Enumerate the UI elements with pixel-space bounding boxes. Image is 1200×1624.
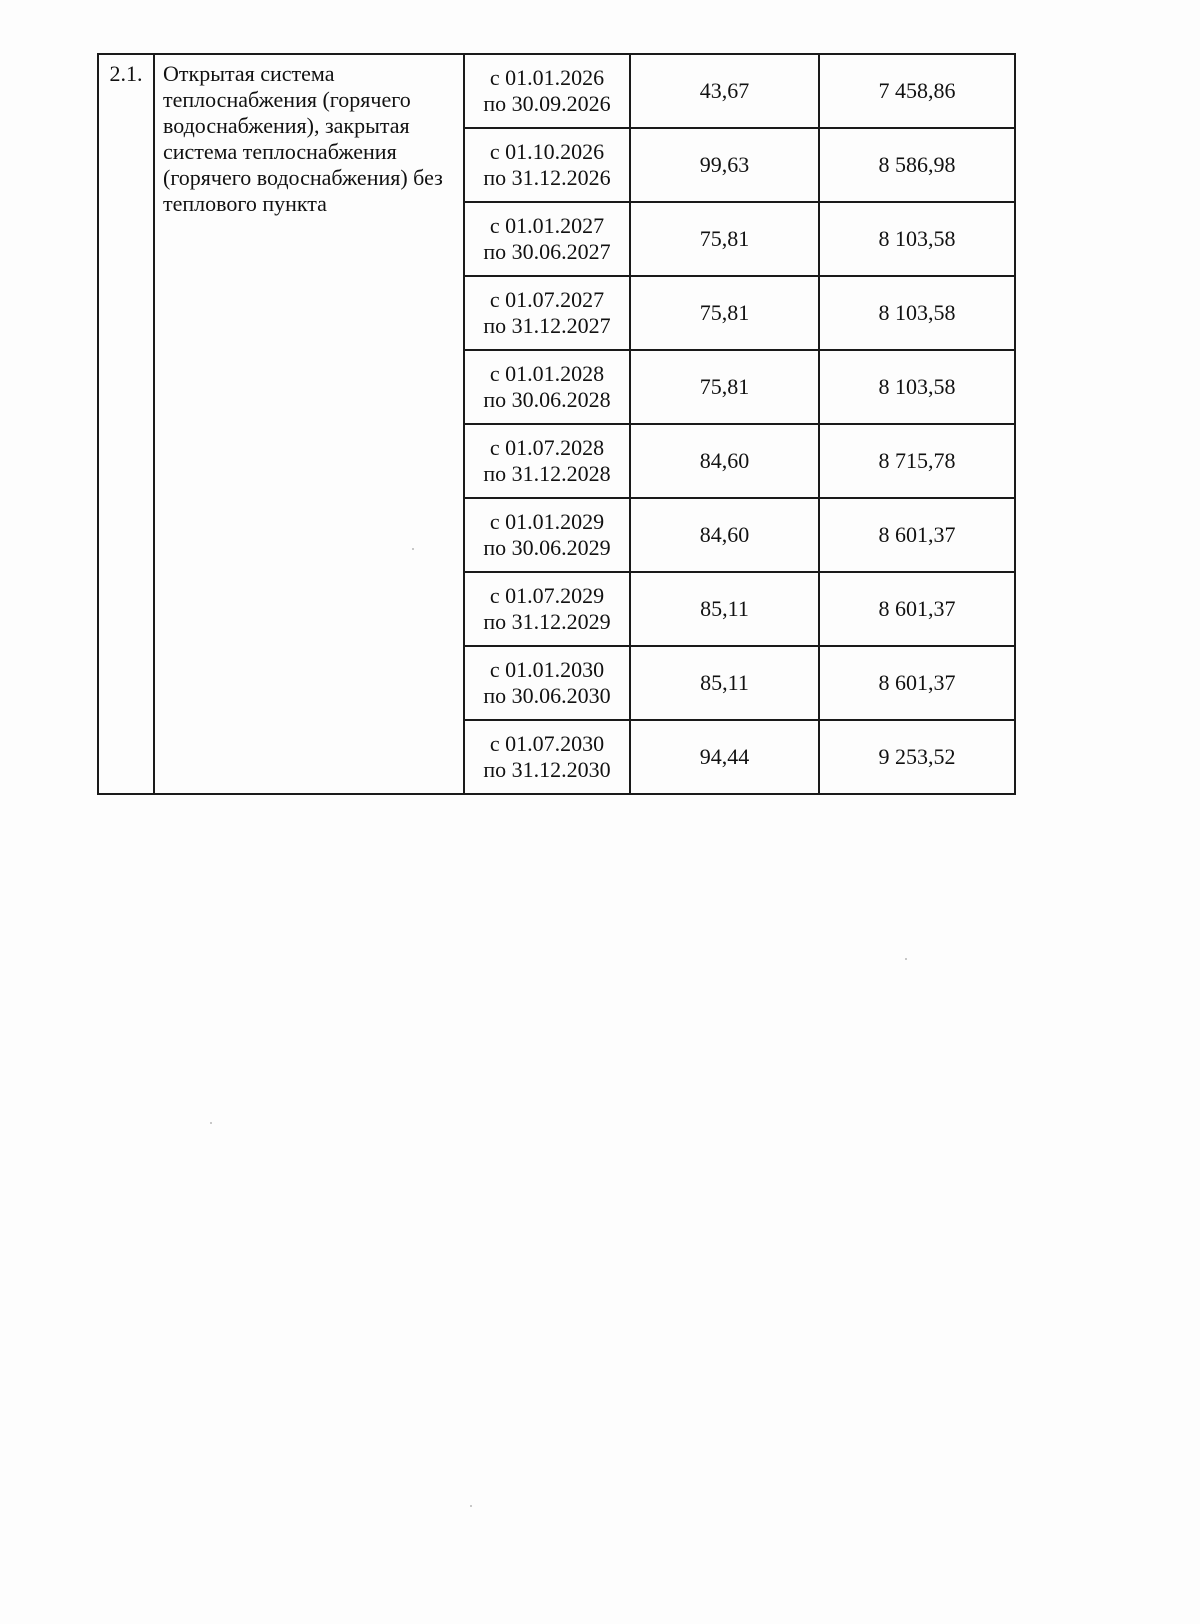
period-cell xyxy=(464,498,630,572)
scan-speck xyxy=(210,1122,212,1124)
period-cell xyxy=(464,646,630,720)
value2-cell xyxy=(819,498,1015,572)
period-to: по 31.12.2026 xyxy=(483,165,611,190)
period-to: по 30.09.2026 xyxy=(483,91,611,116)
period-from: с 01.01.2029 xyxy=(489,509,605,534)
value1-cell xyxy=(630,646,819,720)
period-to: по 31.12.2027 xyxy=(483,313,611,338)
value2: 8 601,37 xyxy=(878,670,956,695)
period-cell xyxy=(464,128,630,202)
value2: 8 601,37 xyxy=(878,522,956,547)
period-to: по 30.06.2027 xyxy=(483,239,611,264)
value1-cell xyxy=(630,350,819,424)
value2-cell xyxy=(819,572,1015,646)
value2-cell xyxy=(819,54,1015,128)
value2-cell xyxy=(819,720,1015,794)
value1: 75,81 xyxy=(699,374,750,399)
value1: 94,44 xyxy=(699,744,750,769)
value2-cell xyxy=(819,646,1015,720)
value1-cell xyxy=(630,572,819,646)
value2: 7 458,86 xyxy=(878,78,956,103)
value2: 8 601,37 xyxy=(878,596,956,621)
period-from: с 01.07.2029 xyxy=(489,583,605,608)
value1-cell xyxy=(630,498,819,572)
period-to: по 30.06.2030 xyxy=(483,683,611,708)
period-to: по 30.06.2029 xyxy=(483,535,611,560)
value2: 8 103,58 xyxy=(878,374,956,399)
period-from: с 01.01.2030 xyxy=(489,657,605,682)
value2: 8 715,78 xyxy=(878,448,956,473)
value2: 8 103,58 xyxy=(878,300,956,325)
period-cell xyxy=(464,202,630,276)
value1: 85,11 xyxy=(700,596,749,621)
value2: 8 103,58 xyxy=(878,226,956,251)
value2-cell xyxy=(819,424,1015,498)
value1: 85,11 xyxy=(700,670,749,695)
scan-speck xyxy=(412,548,414,550)
period-from: с 01.01.2026 xyxy=(489,65,605,90)
item-number: 2.1. xyxy=(109,61,143,86)
value1: 75,81 xyxy=(699,226,750,251)
period-cell xyxy=(464,276,630,350)
value1: 43,67 xyxy=(699,78,750,103)
period-to: по 31.12.2030 xyxy=(483,757,611,782)
scan-speck xyxy=(470,1505,472,1507)
item-number-cell xyxy=(98,54,154,794)
value1-cell xyxy=(630,202,819,276)
period-from: с 01.10.2026 xyxy=(489,139,605,164)
period-from: с 01.07.2028 xyxy=(489,435,605,460)
period-to: по 31.12.2028 xyxy=(483,461,611,486)
value1-cell xyxy=(630,54,819,128)
value1: 99,63 xyxy=(699,152,750,177)
value2-cell xyxy=(819,202,1015,276)
value2: 9 253,52 xyxy=(878,744,956,769)
value1-cell xyxy=(630,720,819,794)
period-from: с 01.07.2030 xyxy=(489,731,605,756)
value1: 84,60 xyxy=(699,522,750,547)
period-cell xyxy=(464,720,630,794)
period-from: с 01.01.2027 xyxy=(489,213,605,238)
value1-cell xyxy=(630,424,819,498)
value2-cell xyxy=(819,128,1015,202)
period-to: по 30.06.2028 xyxy=(483,387,611,412)
table-row xyxy=(98,54,1015,128)
period-cell xyxy=(464,572,630,646)
period-to: по 31.12.2029 xyxy=(483,609,611,634)
value2: 8 586,98 xyxy=(878,152,956,177)
value2-cell xyxy=(819,276,1015,350)
tariff-table-body xyxy=(98,54,1015,794)
period-cell xyxy=(464,54,630,128)
value1: 75,81 xyxy=(699,300,750,325)
tariff-table xyxy=(97,53,1016,795)
value1: 84,60 xyxy=(699,448,750,473)
item-description: Открытая система теплоснабжения (горячего водоснабжения), закрытая система теплоснабжения (горячего водоснабжения) без теплового пункта xyxy=(163,61,443,216)
value1-cell xyxy=(630,128,819,202)
description-cell xyxy=(154,54,464,794)
value1-cell xyxy=(630,276,819,350)
period-cell xyxy=(464,350,630,424)
period-from: с 01.01.2028 xyxy=(489,361,605,386)
scan-speck xyxy=(905,958,907,960)
value2-cell xyxy=(819,350,1015,424)
period-from: с 01.07.2027 xyxy=(489,287,605,312)
period-cell xyxy=(464,424,630,498)
